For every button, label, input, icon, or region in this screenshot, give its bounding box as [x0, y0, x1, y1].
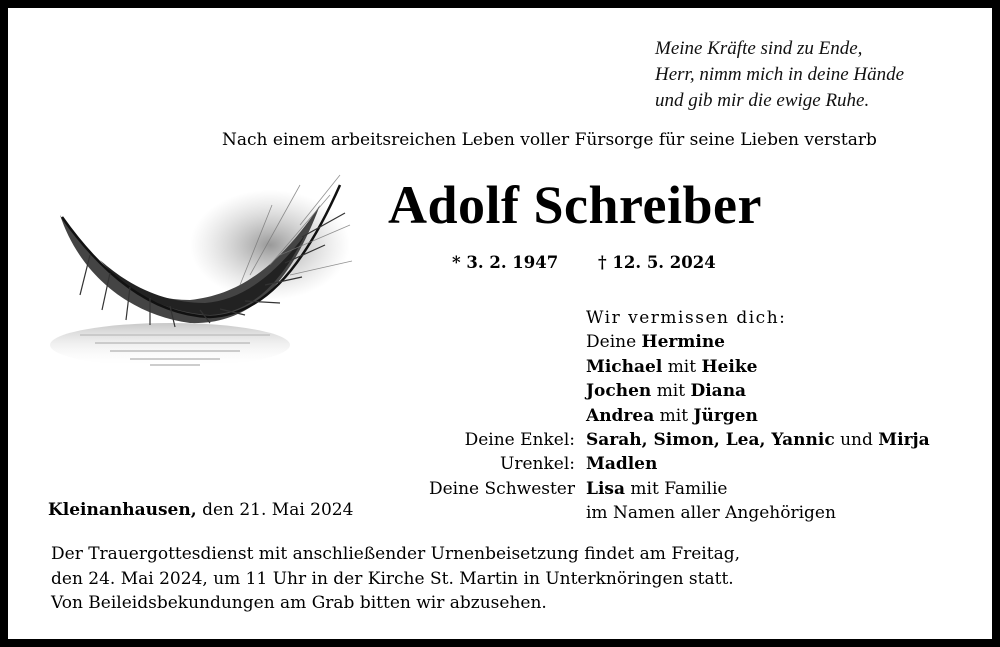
mourner-names: [586, 306, 930, 526]
child-line: Jochen mit Diana: [586, 381, 747, 402]
sister-label: Deine Schwester: [428, 478, 575, 499]
child-line: Andrea mit Jürgen: [586, 405, 758, 426]
great-grandchildren-line: Madlen: [586, 454, 658, 475]
service-line: den 24. Mai 2024, um 11 Uhr in der Kirche St. Martin in Unterknöringen statt.: [51, 568, 734, 589]
quote-line: und gib mir die ewige Ruhe.: [655, 90, 870, 111]
place-date: [48, 500, 353, 520]
great-grandchildren-label: Urenkel:: [500, 454, 575, 475]
service-line: Der Trauergottesdienst mit anschließender Urnenbeisetzung findet am Freitag,: [51, 544, 740, 564]
mourner-labels: [429, 306, 575, 501]
quote-line: Meine Kräfte sind zu Ende,: [655, 38, 863, 59]
birth-date: * 3. 2. 1947: [452, 253, 559, 272]
child-line: Michael mit Heike: [586, 356, 758, 377]
death-date: † 12. 5. 2024: [598, 253, 716, 272]
quote-line: Herr, nimm mich in deine Hände: [655, 64, 905, 85]
closing-line: im Namen aller Angehörigen: [586, 503, 836, 524]
intro-text: Nach einem arbeitsreichen Leben voller Fürsorge für seine Lieben verstarb: [222, 130, 877, 150]
town: Kleinanhausen,: [48, 500, 197, 520]
spouse-line: Deine Hermine: [586, 332, 726, 353]
service-info: [51, 542, 740, 616]
grandchildren-line: Sarah, Simon, Lea, Yannic und Mirja: [586, 429, 930, 450]
deceased-name: Adolf Schreiber: [388, 175, 762, 235]
quote-block: [655, 36, 975, 114]
mourners-headline: Wir vermissen dich:: [586, 308, 787, 328]
date: den 21. Mai 2024: [202, 500, 354, 520]
grandchildren-label: Deine Enkel:: [464, 429, 575, 450]
feather-icon: [40, 165, 360, 375]
service-line: Von Beileidsbekundungen am Grab bitten wir abzusehen.: [51, 593, 547, 613]
sister-line: Lisa mit Familie: [586, 478, 728, 499]
spouse-name: Hermine: [641, 332, 726, 353]
